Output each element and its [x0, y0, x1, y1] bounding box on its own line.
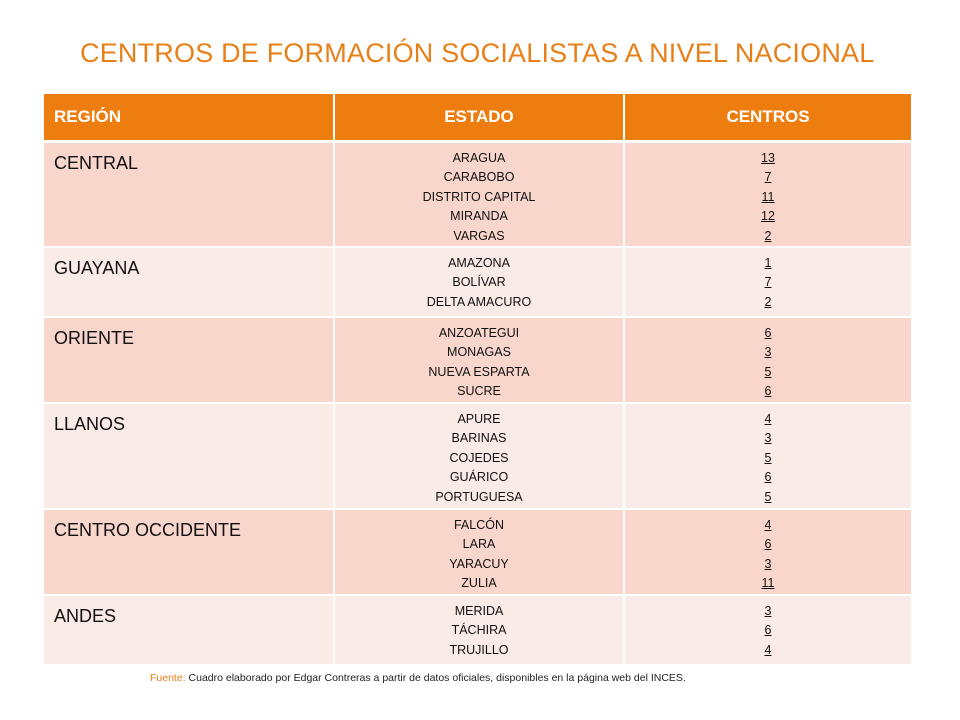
center-count: 4	[764, 642, 772, 657]
state-name: APURE	[457, 412, 501, 427]
region-cell: LLANOS	[44, 403, 334, 509]
center-count: 6	[764, 537, 772, 552]
center-count: 13	[761, 151, 775, 165]
center-count: 4	[764, 412, 772, 427]
table-row	[44, 142, 912, 248]
states-cell	[334, 142, 624, 248]
states-cell	[334, 403, 624, 509]
center-count: 11	[761, 189, 775, 204]
table-row	[44, 403, 912, 509]
state-name: CARABOBO	[443, 170, 515, 185]
table-row	[44, 509, 912, 595]
centers-cell	[624, 595, 912, 665]
column-header-state: ESTADO	[334, 94, 624, 142]
state-name: FALCÓN	[453, 518, 504, 533]
state-name: VARGAS	[453, 228, 505, 243]
center-count: 1	[764, 256, 772, 271]
source-note	[150, 672, 686, 684]
table-row	[44, 247, 912, 317]
centers-cell	[624, 403, 912, 509]
state-name: BARINAS	[451, 431, 507, 446]
centers-cell	[624, 317, 912, 403]
state-name: NUEVA ESPARTA	[428, 364, 530, 379]
center-count: 5	[764, 364, 772, 379]
state-name: GUÁRICO	[449, 470, 509, 485]
centers-cell	[624, 509, 912, 595]
state-name: PORTUGUESA	[435, 489, 523, 504]
state-name: AMAZONA	[448, 256, 510, 271]
states-cell	[334, 509, 624, 595]
state-name: MIRANDA	[450, 209, 508, 224]
states-cell	[334, 247, 624, 317]
center-count: 7	[764, 170, 772, 185]
state-name: YARACUY	[449, 556, 509, 571]
state-name: DISTRITO CAPITAL	[422, 189, 536, 204]
center-count: 5	[764, 489, 772, 504]
column-header-centers: CENTROS	[624, 94, 912, 142]
center-count: 3	[764, 345, 772, 360]
state-name: LARA	[462, 537, 496, 552]
center-count: 4	[764, 518, 772, 533]
centers-cell	[624, 247, 912, 317]
state-name: BOLÍVAR	[452, 275, 506, 290]
region-cell: ORIENTE	[44, 317, 334, 403]
state-name: MONAGAS	[447, 345, 511, 360]
center-count: 3	[764, 556, 772, 571]
state-name: SUCRE	[457, 384, 501, 399]
center-count: 6	[764, 623, 772, 638]
source-text: Cuadro elaborado por Edgar Contreras a partir de datos oficiales, disponibles en la página web del INCES.	[188, 672, 686, 684]
state-name: TÁCHIRA	[451, 623, 507, 638]
center-count: 3	[764, 604, 772, 619]
column-header-region: REGIÓN	[44, 94, 334, 142]
states-cell	[334, 595, 624, 665]
states-cell	[334, 317, 624, 403]
state-name: COJEDES	[449, 450, 509, 465]
region-cell: CENTRO OCCIDENTE	[44, 509, 334, 595]
state-name: ARAGUA	[452, 151, 506, 165]
region-cell: ANDES	[44, 595, 334, 665]
region-cell: CENTRAL	[44, 142, 334, 248]
page-title: CENTROS DE FORMACIÓN SOCIALISTAS A NIVEL NACIONAL	[80, 38, 875, 68]
center-count: 6	[764, 384, 772, 399]
state-name: TRUJILLO	[449, 642, 509, 657]
center-count: 6	[764, 470, 772, 485]
center-count: 7	[764, 275, 772, 290]
center-count: 12	[761, 209, 775, 224]
table-header-row	[44, 94, 912, 142]
state-name: ZULIA	[461, 576, 497, 591]
state-name: DELTA AMACURO	[426, 294, 532, 309]
centers-table	[44, 94, 913, 666]
state-name: MERIDA	[454, 604, 504, 619]
region-cell: GUAYANA	[44, 247, 334, 317]
center-count: 3	[764, 431, 772, 446]
table-row	[44, 595, 912, 665]
source-label: Fuente:	[150, 672, 186, 684]
center-count: 5	[764, 450, 772, 465]
table-row	[44, 317, 912, 403]
center-count: 11	[761, 576, 775, 591]
center-count: 2	[764, 228, 772, 243]
center-count: 2	[764, 294, 772, 309]
center-count: 6	[764, 326, 772, 341]
state-name: ANZOATEGUI	[438, 326, 520, 341]
centers-cell	[624, 142, 912, 248]
